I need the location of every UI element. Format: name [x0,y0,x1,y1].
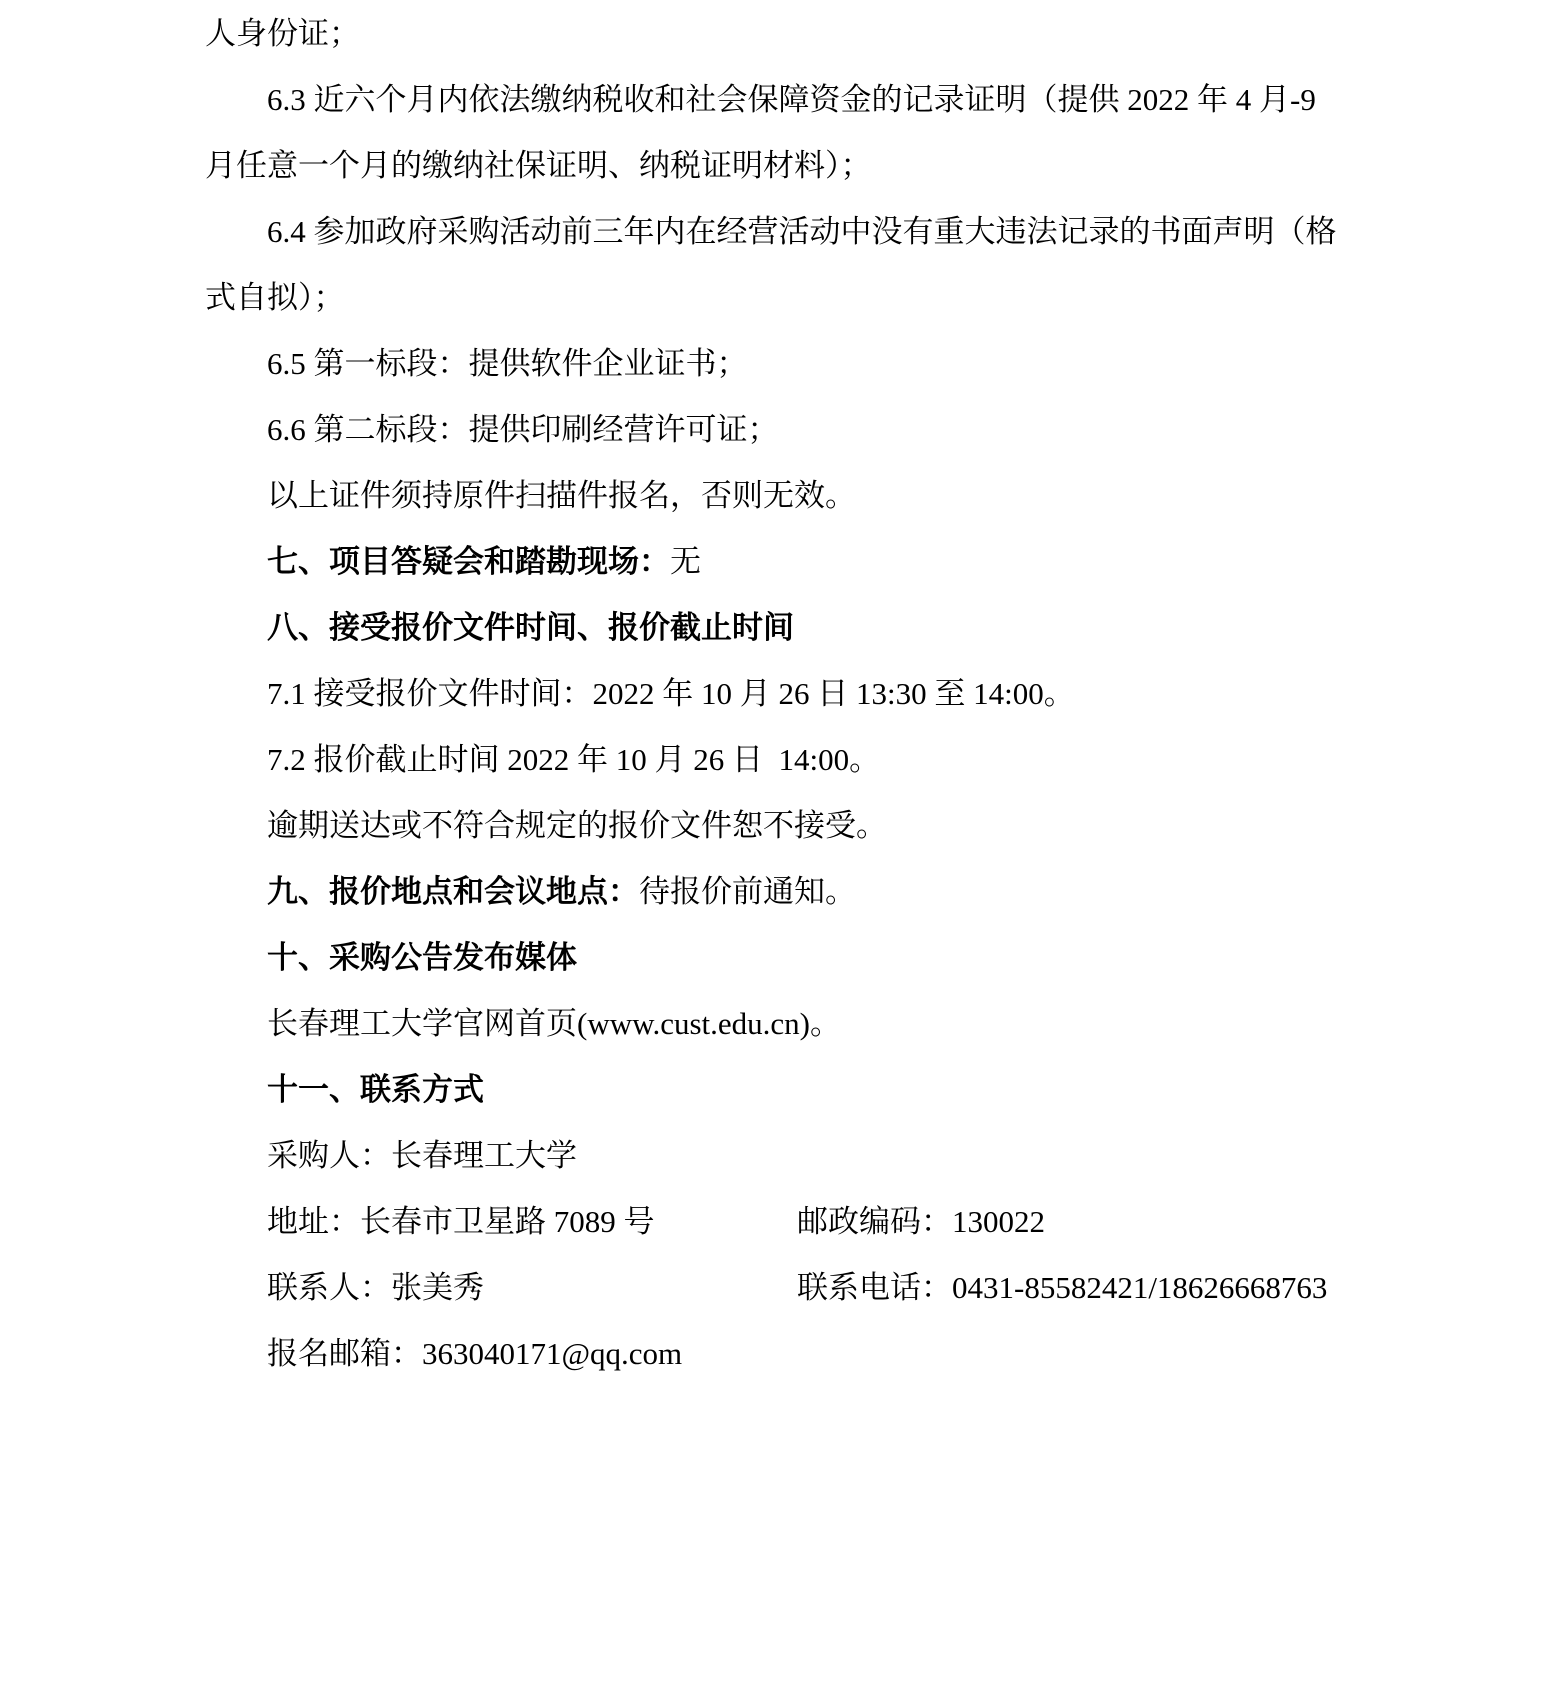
document-line [205,1057,1288,1123]
document-line [205,199,1337,265]
registration-email-text: 报名邮箱：363040171@qq.com [267,1336,683,1371]
document-line [205,925,1288,991]
contact-phone-text: 联系电话：0431-85582421/18626668763 [797,1270,1328,1305]
section-9-value: 待报价前通知。 [639,874,856,909]
document-line [205,331,1288,397]
section-9-heading: 九、报价地点和会议地点： [267,874,639,909]
postal-code-text: 邮政编码：130022 [797,1204,1045,1239]
document-line [205,265,1288,331]
clause-6-4-text: 6.4 参加政府采购活动前三年内在经营活动中没有重大违法记录的书面声明（格 [267,214,1337,249]
document-line [205,595,1288,661]
purchaser-text: 采购人：长春理工大学 [267,1138,577,1173]
contact-person-text: 联系人：张美秀 [267,1270,484,1305]
clause-6-3-continuation: 月任意一个月的缴纳社保证明、纳税证明材料）； [205,148,872,183]
clause-6-3-text: 6.3 近六个月内依法缴纳税收和社会保障资金的记录证明（提供 2022 年 4 月-9 [267,82,1316,117]
document-line [205,1321,1288,1387]
document-line [205,991,1288,1057]
section-7-value: 无 [670,544,701,579]
clause-6-4-continuation: 式自拟）； [205,280,345,315]
document-line [205,1123,1288,1189]
address-text: 地址：长春市卫星路 7089 号 [267,1204,655,1239]
document-line [205,529,1288,595]
document-line [205,661,1288,727]
document-line [205,463,1288,529]
document-line [205,133,1288,199]
paragraph-continuation-text: 人身份证； [205,16,360,51]
late-delivery-note-text: 逾期送达或不符合规定的报价文件恕不接受。 [267,808,887,843]
document-line [205,1255,1328,1321]
certificates-note-text: 以上证件须持原件扫描件报名，否则无效。 [267,478,856,513]
document-line [205,397,1288,463]
document-line [205,1189,1288,1255]
document-line [205,1,1288,67]
document-line [205,727,1288,793]
document-line [205,67,1316,133]
section-8-heading: 八、接受报价文件时间、报价截止时间 [267,610,794,645]
section-7-heading: 七、项目答疑会和踏勘现场： [267,544,670,579]
document-line [205,859,1288,925]
section-11-heading: 十一、联系方式 [267,1072,484,1107]
publish-media-text: 长春理工大学官网首页(www.cust.edu.cn)。 [267,1006,841,1041]
clause-6-5-text: 6.5 第一标段：提供软件企业证书； [267,346,748,381]
clause-6-6-text: 6.6 第二标段：提供印刷经营许可证； [267,412,779,447]
clause-7-1-text: 7.1 接受报价文件时间：2022 年 10 月 26 日 13:30 至 14:00。 [267,676,1075,711]
section-10-heading: 十、采购公告发布媒体 [267,940,577,975]
clause-7-2-text: 7.2 报价截止时间 2022 年 10 月 26 日 14:00。 [267,742,881,777]
document-line [205,793,1288,859]
